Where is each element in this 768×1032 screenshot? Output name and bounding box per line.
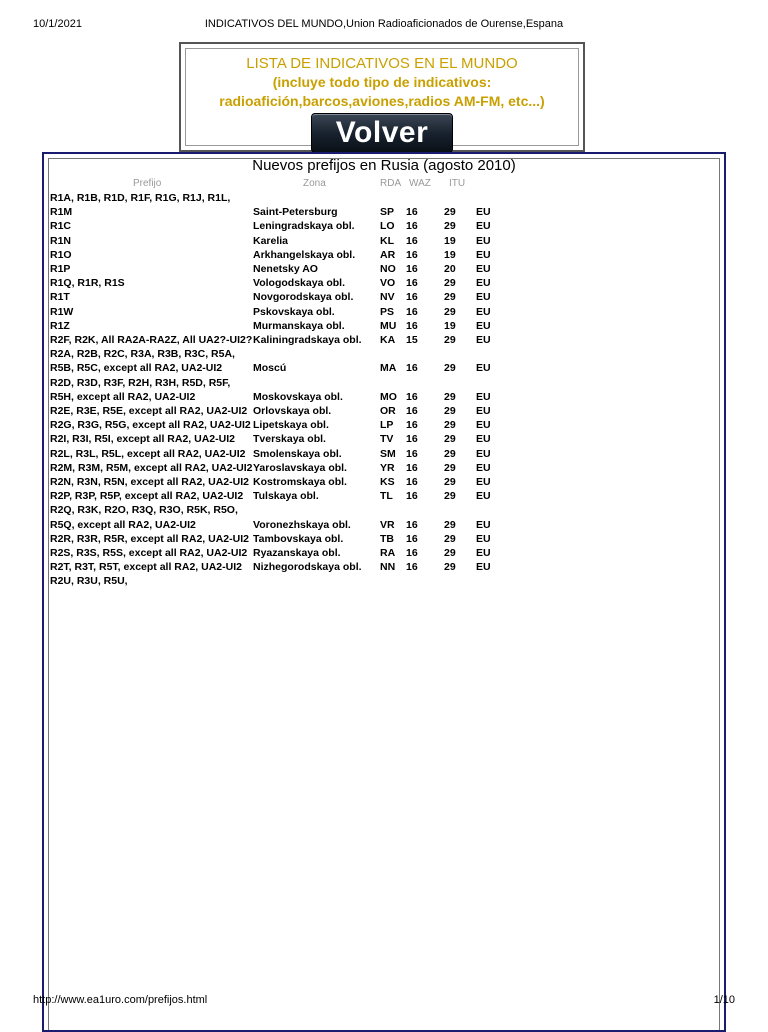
prefix-cell: R2G, R3G, R5G, except all RA2, UA2-UI2 [50, 419, 251, 432]
continent-cell: EU [476, 263, 491, 276]
waz-cell: 16 [406, 518, 418, 531]
volver-button[interactable]: Volver [311, 113, 453, 153]
rda-cell: KS [380, 476, 395, 489]
zone-cell: Pskovskaya obl. [253, 305, 335, 318]
continent-cell: EU [476, 405, 491, 418]
prefix-cell: R2D, R3D, R3F, R2H, R3H, R5D, R5F, R5H, except all RA2, UA2-UI2 [50, 376, 231, 403]
continent-cell: EU [476, 561, 491, 574]
zone-cell: Nizhegorodskaya obl. [253, 561, 362, 574]
waz-cell: 16 [406, 234, 418, 247]
table-row [0, 461, 768, 475]
zone-cell: Moscú [253, 362, 287, 375]
waz-cell: 16 [406, 248, 418, 261]
waz-cell: 16 [406, 419, 418, 432]
rda-cell: TV [380, 433, 394, 446]
itu-cell: 19 [444, 319, 456, 332]
rda-cell: KA [380, 334, 396, 347]
rda-cell: PS [380, 305, 395, 318]
banner-inner-border [185, 48, 579, 149]
rda-cell: VO [380, 277, 396, 290]
zone-cell: Vologodskaya obl. [253, 277, 345, 290]
itu-cell: 29 [444, 518, 456, 531]
waz-cell: 16 [406, 319, 418, 332]
zone-cell: Lipetskaya obl. [253, 419, 329, 432]
zone-cell: Ryazanskaya obl. [253, 547, 341, 560]
continent-cell: EU [476, 220, 491, 233]
zone-cell: Murmanskaya obl. [253, 319, 345, 332]
zone-cell: Yaroslavskaya obl. [253, 461, 347, 474]
itu-cell: 29 [444, 291, 456, 304]
rda-cell: LP [380, 419, 394, 432]
prefix-cell: R1A, R1B, R1D, R1F, R1G, R1J, R1L, R1M [50, 192, 231, 219]
zone-cell: Kaliningradskaya obl. [253, 334, 362, 347]
itu-cell: 29 [444, 206, 456, 219]
continent-cell: EU [476, 461, 491, 474]
waz-cell: 16 [406, 490, 418, 503]
prefix-table-body [0, 191, 768, 589]
waz-cell: 16 [406, 220, 418, 233]
continent-cell: EU [476, 447, 491, 460]
prefix-cell: R1N [50, 234, 72, 247]
itu-cell: 19 [444, 234, 456, 247]
rda-cell: TB [380, 532, 394, 545]
column-header-zone: Zona [303, 178, 326, 189]
continent-cell: EU [476, 390, 491, 403]
waz-cell: 16 [406, 547, 418, 560]
continent-cell: EU [476, 490, 491, 503]
print-footer-url: http://www.ea1uro.com/prefijos.html [33, 994, 208, 1006]
zone-cell: Nenetsky AO [253, 263, 318, 276]
prefix-cell: R2T, R3T, R5T, except all RA2, UA2-UI2 [50, 561, 242, 574]
itu-cell: 29 [444, 334, 456, 347]
itu-cell: 29 [444, 390, 456, 403]
banner-title: LISTA DE INDICATIVOS EN EL MUNDO [246, 55, 518, 72]
banner-box [179, 42, 585, 152]
rda-cell: TL [380, 490, 393, 503]
rda-cell: LO [380, 220, 395, 233]
table-row [0, 489, 768, 503]
zone-cell: Moskovskaya obl. [253, 390, 343, 403]
rda-cell: MA [380, 362, 397, 375]
prefix-cell: R2M, R3M, R5M, except all RA2, UA2-UI2 [50, 461, 253, 474]
zone-cell: Karelia [253, 234, 289, 247]
section-title: Nuevos prefijos en Rusia (agosto 2010) [252, 157, 516, 174]
zone-cell: Tambovskaya obl. [253, 532, 344, 545]
table-row [0, 319, 768, 333]
waz-cell: 16 [406, 263, 418, 276]
rda-cell: VR [380, 518, 395, 531]
zone-cell: Voronezhskaya obl. [253, 518, 351, 531]
continent-cell: EU [476, 362, 491, 375]
prefix-cell: R2S, R3S, R5S, except all RA2, UA2-UI2 [50, 547, 248, 560]
continent-cell: EU [476, 433, 491, 446]
continent-cell: EU [476, 277, 491, 290]
waz-cell: 16 [406, 291, 418, 304]
prefix-cell: R1W [50, 305, 74, 318]
table-row [0, 447, 768, 461]
print-date: 10/1/2021 [33, 18, 82, 30]
zone-cell: Arkhangelskaya obl. [253, 248, 356, 261]
column-header-rda: RDA [380, 178, 402, 189]
prefix-cell: R2F, R2K, All RA2A-RA2Z, All UA2?-UI2? [50, 334, 253, 347]
zone-cell: Tverskaya obl. [253, 433, 326, 446]
column-header-waz: WAZ [409, 178, 431, 189]
itu-cell: 29 [444, 405, 456, 418]
waz-cell: 16 [406, 532, 418, 545]
table-row [0, 418, 768, 432]
waz-cell: 16 [406, 277, 418, 290]
prefix-cell: R2E, R3E, R5E, except all RA2, UA2-UI2 [50, 405, 248, 418]
continent-cell: EU [476, 419, 491, 432]
waz-cell: 16 [406, 561, 418, 574]
table-row [0, 546, 768, 560]
table-row [0, 574, 768, 588]
column-header-itu: ITU [449, 178, 466, 189]
table-row [0, 248, 768, 262]
column-header-prefix: Prefijo [133, 178, 162, 189]
prefix-cell: R2L, R3L, R5L, except all RA2, UA2-UI2 [50, 447, 246, 460]
banner-subtitle-line2: radioafición,barcos,aviones,radios AM-FM, etc...) [219, 93, 545, 109]
table-row [0, 333, 768, 347]
table-row [0, 347, 768, 375]
table-row [0, 262, 768, 276]
print-page-number: 1/10 [713, 994, 735, 1006]
waz-cell: 16 [406, 305, 418, 318]
prefix-cell: R2R, R3R, R5R, except all RA2, UA2-UI2 [50, 532, 249, 545]
table-row [0, 475, 768, 489]
rda-cell: NO [380, 263, 396, 276]
zone-cell: Kostromskaya obl. [253, 476, 347, 489]
continent-cell: EU [476, 234, 491, 247]
rda-cell: KL [380, 234, 394, 247]
prefix-cell: R2N, R3N, R5N, except all RA2, UA2-UI2 [50, 476, 249, 489]
waz-cell: 16 [406, 447, 418, 460]
rda-cell: OR [380, 405, 396, 418]
waz-cell: 16 [406, 362, 418, 375]
waz-cell: 16 [406, 405, 418, 418]
table-row [0, 404, 768, 418]
waz-cell: 16 [406, 390, 418, 403]
rda-cell: MU [380, 319, 397, 332]
prefix-cell: R2P, R3P, R5P, except all RA2, UA2-UI2 [50, 490, 244, 503]
prefix-cell: R1Z [50, 319, 70, 332]
zone-cell: Orlovskaya obl. [253, 405, 332, 418]
prefix-cell: R2Q, R3K, R2O, R3Q, R3O, R5K, R5O, R5Q, except all RA2, UA2-UI2 [50, 504, 238, 531]
continent-cell: EU [476, 518, 491, 531]
prefix-cell: R1Q, R1R, R1S [50, 277, 125, 290]
continent-cell: EU [476, 476, 491, 489]
prefix-cell: R1P [50, 263, 71, 276]
waz-cell: 16 [406, 433, 418, 446]
rda-cell: NV [380, 291, 395, 304]
continent-cell: EU [476, 248, 491, 261]
zone-cell: Novgorodskaya obl. [253, 291, 354, 304]
table-row [0, 219, 768, 233]
itu-cell: 29 [444, 461, 456, 474]
waz-cell: 16 [406, 206, 418, 219]
banner-subtitle-line1: (incluye todo tipo de indicativos: [272, 74, 492, 90]
table-row [0, 305, 768, 319]
itu-cell: 29 [444, 433, 456, 446]
prefix-cell: R1O [50, 248, 72, 261]
continent-cell: EU [476, 305, 491, 318]
itu-cell: 29 [444, 490, 456, 503]
itu-cell: 29 [444, 561, 456, 574]
print-page-title: INDICATIVOS DEL MUNDO,Union Radioaficionados de Ourense,Espana [204, 18, 564, 30]
itu-cell: 29 [444, 447, 456, 460]
continent-cell: EU [476, 291, 491, 304]
itu-cell: 29 [444, 476, 456, 489]
rda-cell: SM [380, 447, 396, 460]
itu-cell: 29 [444, 362, 456, 375]
zone-cell: Smolenskaya obl. [253, 447, 342, 460]
itu-cell: 29 [444, 547, 456, 560]
zone-cell: Saint-Petersburg [253, 206, 338, 219]
rda-cell: AR [380, 248, 396, 261]
rda-cell: SP [380, 206, 395, 219]
rda-cell: NN [380, 561, 396, 574]
itu-cell: 29 [444, 277, 456, 290]
prefix-cell: R1T [50, 291, 70, 304]
table-row [0, 376, 768, 404]
zone-cell: Leningradskaya obl. [253, 220, 355, 233]
itu-cell: 20 [444, 263, 456, 276]
itu-cell: 29 [444, 220, 456, 233]
continent-cell: EU [476, 532, 491, 545]
prefix-cell: R2U, R3U, R5U, [50, 575, 128, 588]
itu-cell: 19 [444, 248, 456, 261]
table-row [0, 276, 768, 290]
itu-cell: 29 [444, 419, 456, 432]
table-row [0, 532, 768, 546]
rda-cell: MO [380, 390, 397, 403]
continent-cell: EU [476, 547, 491, 560]
prefix-cell: R2I, R3I, R5I, except all RA2, UA2-UI2 [50, 433, 235, 446]
table-row [0, 432, 768, 446]
table-row [0, 290, 768, 304]
waz-cell: 15 [406, 334, 418, 347]
zone-cell: Tulskaya obl. [253, 490, 319, 503]
rda-cell: YR [380, 461, 395, 474]
waz-cell: 16 [406, 476, 418, 489]
table-row [0, 503, 768, 531]
continent-cell: EU [476, 334, 491, 347]
itu-cell: 29 [444, 305, 456, 318]
rda-cell: RA [380, 547, 396, 560]
itu-cell: 29 [444, 532, 456, 545]
prefix-cell: R2A, R2B, R2C, R3A, R3B, R3C, R5A, R5B, R5C, except all RA2, UA2-UI2 [50, 348, 235, 375]
continent-cell: EU [476, 206, 491, 219]
table-row [0, 191, 768, 219]
prefix-cell: R1C [50, 220, 72, 233]
table-row [0, 234, 768, 248]
continent-cell: EU [476, 319, 491, 332]
waz-cell: 16 [406, 461, 418, 474]
table-row [0, 560, 768, 574]
